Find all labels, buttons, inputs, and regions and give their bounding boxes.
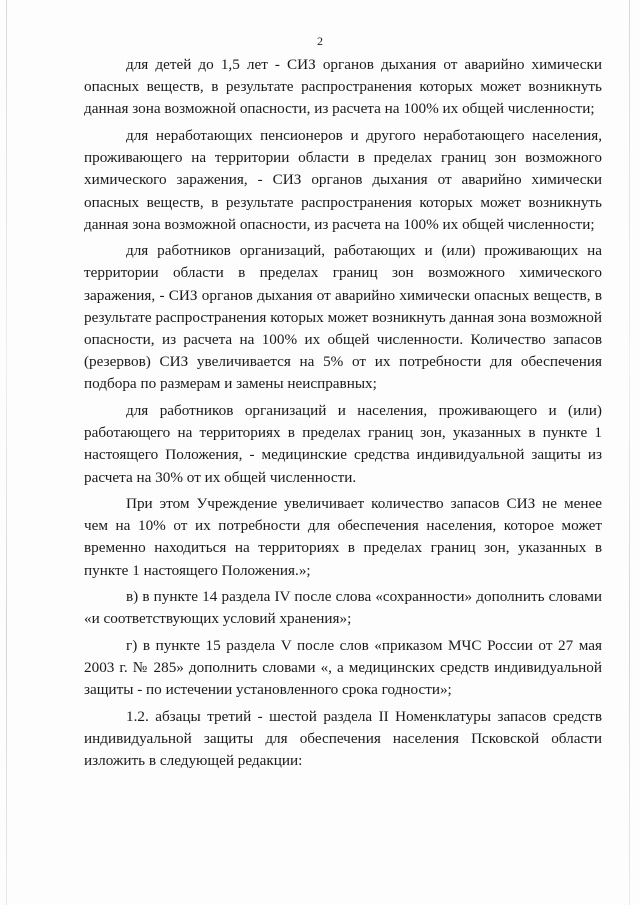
paragraph-children-under-1-5: для детей до 1,5 лет - СИЗ органов дыхания от аварийно химически опасных веществ, в результате распространения которых может возникнуть данная зона возможной опасности, из расчета на 100% их общей численности; bbox=[84, 56, 602, 118]
scan-edge-right bbox=[629, 0, 630, 905]
document-body bbox=[84, 54, 602, 777]
paragraph-organization-workers: для работников организаций, работающих и (или) проживающих на территории области в пределах границ зон возможного химического заражения, - СИЗ органов дыхания от аварийно химически опасных веществ, в результате распространения которых может возникнуть данная зона возможной опасности, из расчета на 100% их общей численности. Количество запасов (резервов) СИЗ увеличивается на 5% от их потребности для обеспечения подбора по размерам и замены неисправных; bbox=[84, 242, 602, 393]
paragraph-item-g: г) в пункте 15 раздела V после слов «приказом МЧС России от 27 мая 2003 г. № 285» дополнить словами «, а медицинских средств индивидуальной защиты - по истечении установленного срока годности»; bbox=[84, 636, 602, 699]
page-number: 2 bbox=[317, 34, 323, 48]
paragraph-reserve-increase: При этом Учреждение увеличивает количество запасов СИЗ не менее чем на 10% от их потребности для обеспечения населения, которое может временно находиться на территориях в пределах границ зон, указанных в пункте 1 настоящего Положения.»; bbox=[84, 495, 602, 579]
paragraph-section-1-2: 1.2. абзацы третий - шестой раздела II Номенклатуры запасов средств индивидуальной защиты для обеспечения населения Псковской области изложить в следующей редакции: bbox=[84, 707, 602, 770]
scan-edge-left bbox=[6, 0, 7, 905]
paragraph-medical-protection: для работников организаций и населения, проживающего и (или) работающего на территориях в пределах границ зон, указанных в пункте 1 настоящего Положения, - медицинские средства индивидуальной защиты из расчета на 30% от их общей численности. bbox=[84, 401, 602, 486]
paragraph-non-working-population: для неработающих пенсионеров и другого неработающего населения, проживающего на территории области в пределах границ зон возможного химического заражения, - СИЗ органов дыхания от аварийно химически опасных веществ, в результате распространения которых может возникнуть данная зона возможной опасности, из расчета на 100% их общей численности; bbox=[84, 126, 602, 233]
paragraph-item-v: в) в пункте 14 раздела IV после слова «сохранности» дополнить словами «и соответствующих условий хранения»; bbox=[84, 588, 602, 628]
